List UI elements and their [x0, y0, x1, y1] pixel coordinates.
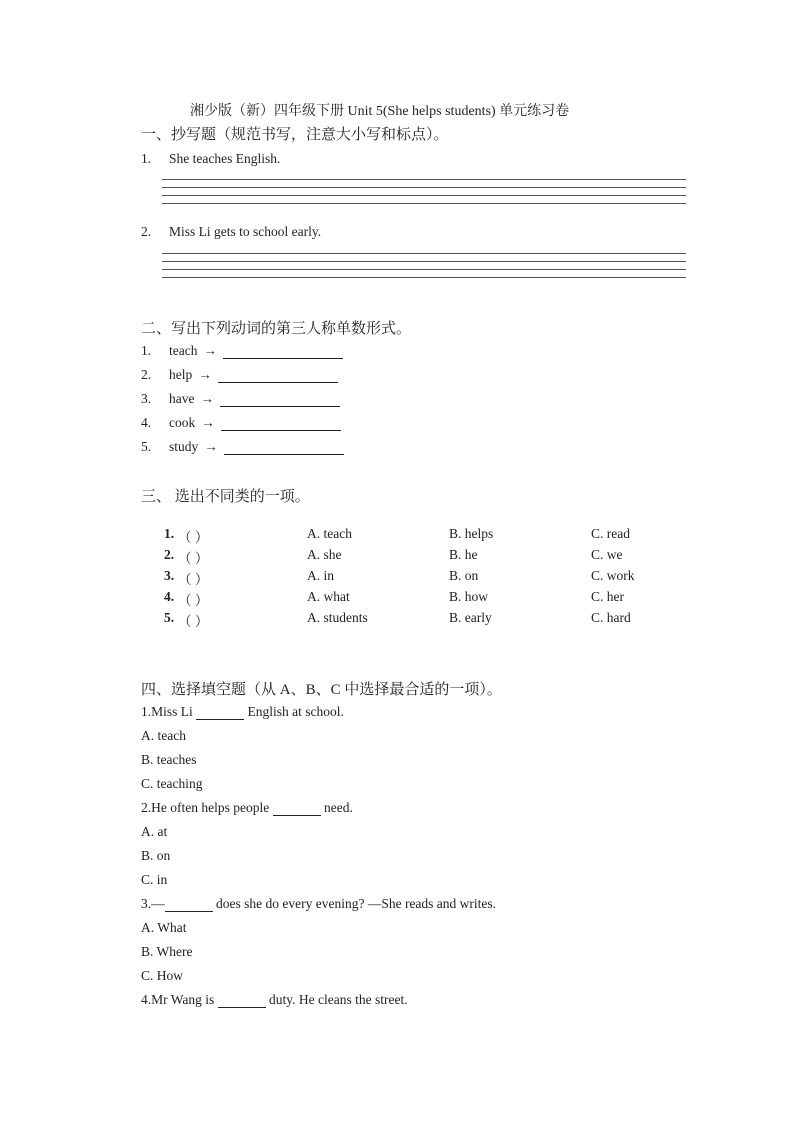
writing-lines-1[interactable] [162, 179, 686, 211]
item-number: 1. [141, 343, 152, 358]
section2-item-3 [141, 391, 340, 407]
option-c: C. we [591, 547, 623, 562]
option-b: B. on [449, 568, 479, 583]
question-text: English at school. [247, 704, 344, 719]
option-a: A. teach [307, 526, 352, 541]
answer-parentheses[interactable]: （ ） [178, 530, 209, 545]
item-number: 4. [141, 415, 152, 430]
section1-item-2 [141, 224, 321, 240]
answer-blank[interactable] [218, 370, 338, 383]
answer-blank[interactable] [196, 707, 244, 720]
item-number: 1. [141, 151, 152, 166]
option-c: C. read [591, 526, 630, 541]
section2-item-5 [141, 439, 344, 455]
item-number: 5. [141, 439, 152, 454]
answer-blank[interactable] [218, 995, 266, 1008]
row-number: 2. [164, 547, 175, 562]
option-b: B. he [449, 547, 478, 562]
question-1 [141, 704, 344, 720]
q3-option-c: C. How [141, 968, 184, 983]
item-text: Miss Li gets to school early. [169, 224, 322, 239]
q3-option-b: B. Where [141, 944, 193, 959]
section2-item-2 [141, 367, 338, 383]
option-a: A. students [307, 610, 368, 625]
option-c: C. work [591, 568, 635, 583]
section3-heading: 三、 选出不同类的一项。 [141, 489, 310, 505]
option-b: B. helps [449, 526, 494, 541]
option-b: B. early [449, 610, 492, 625]
question-text: duty. He cleans the street. [269, 992, 408, 1007]
answer-blank[interactable] [223, 346, 343, 359]
section2-item-1 [141, 343, 343, 359]
item-word: cook [169, 415, 196, 430]
option-a: A. what [307, 589, 350, 604]
q3-option-a: A. What [141, 920, 187, 935]
question-text: 2.He often helps people [141, 800, 270, 815]
row-number: 3. [164, 568, 175, 583]
q2-option-b: B. on [141, 848, 171, 863]
question-3 [141, 896, 496, 912]
writing-lines-2[interactable] [162, 253, 686, 285]
answer-blank[interactable] [224, 442, 344, 455]
item-number: 3. [141, 391, 152, 406]
section2-heading: 二、写出下列动词的第三人称单数形式。 [141, 321, 412, 337]
option-a: A. in [307, 568, 334, 583]
q2-option-a: A. at [141, 824, 168, 839]
question-text: 1.Miss Li [141, 704, 193, 719]
row-number: 1. [164, 526, 175, 541]
question-text: does she do every evening? —She reads and writes. [216, 896, 497, 911]
arrow-icon: → [201, 415, 215, 430]
item-word: teach [169, 343, 198, 358]
option-c: C. hard [591, 610, 631, 625]
option-a: A. she [307, 547, 342, 562]
item-word: help [169, 367, 193, 382]
answer-parentheses[interactable]: （ ） [178, 572, 209, 587]
question-2 [141, 800, 353, 816]
arrow-icon: → [203, 343, 217, 358]
option-b: B. how [449, 589, 489, 604]
answer-parentheses[interactable]: （ ） [178, 551, 209, 566]
arrow-icon: → [200, 391, 214, 406]
answer-blank[interactable] [221, 418, 341, 431]
q1-option-c: C. teaching [141, 776, 203, 791]
answer-blank[interactable] [220, 394, 340, 407]
row-number: 4. [164, 589, 175, 604]
arrow-icon: → [198, 367, 212, 382]
q1-option-a: A. teach [141, 728, 186, 743]
section1-item-1 [141, 151, 280, 167]
answer-blank[interactable] [273, 803, 321, 816]
item-number: 2. [141, 367, 152, 382]
section4-heading: 四、选择填空题（从 A、B、C 中选择最合适的一项）。 [141, 682, 502, 698]
answer-parentheses[interactable]: （ ） [178, 593, 209, 608]
option-c: C. her [591, 589, 624, 604]
q2-option-c: C. in [141, 872, 168, 887]
item-text: She teaches English. [169, 151, 281, 166]
page-title: 湘少版（新）四年级下册 Unit 5(She helps students) 单元练习卷 [190, 104, 570, 119]
row-number: 5. [164, 610, 175, 625]
answer-parentheses[interactable]: （ ） [178, 614, 209, 629]
question-4 [141, 992, 408, 1008]
q1-option-b: B. teaches [141, 752, 197, 767]
item-number: 2. [141, 224, 152, 239]
question-text: 4.Mr Wang is [141, 992, 215, 1007]
section1-heading: 一、抄写题（规范书写，注意大小写和标点）。 [141, 127, 449, 143]
item-word: have [169, 391, 195, 406]
item-word: study [169, 439, 199, 454]
question-text: need. [323, 800, 353, 815]
question-text: 3.— [141, 896, 165, 911]
section2-item-4 [141, 415, 341, 431]
answer-blank[interactable] [165, 899, 213, 912]
arrow-icon: → [204, 439, 218, 454]
